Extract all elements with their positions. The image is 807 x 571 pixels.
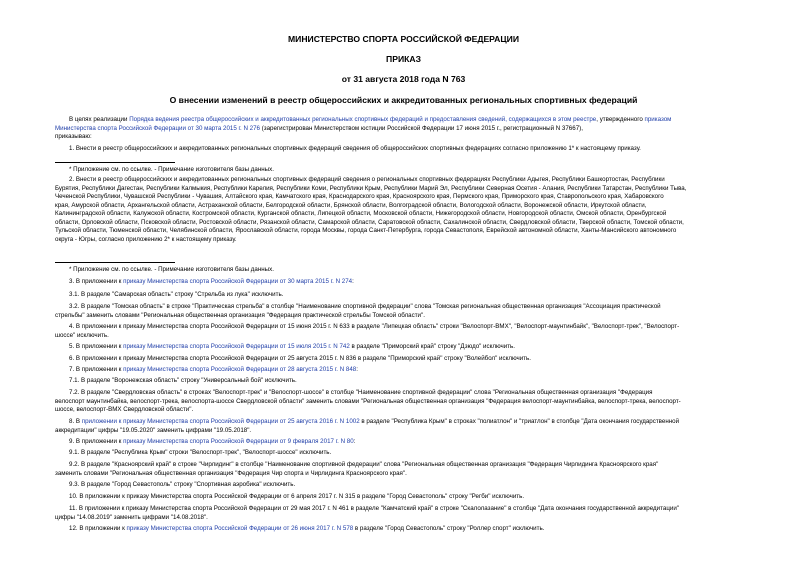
- order-1002-link[interactable]: приложении к приказу Министерства спорта Российской Федерации от 25 августа 2016 г. N 1002: [81, 418, 360, 425]
- footnote-1: * Приложение см. по ссылке. - Примечание изготовителя базы данных.: [69, 166, 274, 173]
- order-578-link[interactable]: приказу Министерства спорта Российской Федерации от 26 июня 2017 г. N 578: [126, 525, 354, 532]
- preamble-line-3: приказываю:: [55, 133, 92, 140]
- item-3-2-line-2: стрельбы" заменить словами "Региональная общественная организация "Федерация практической стрельбы Томской области".: [55, 311, 425, 319]
- item-7-2-line-2: велоспорт маунтинбайка, велоспорт-трека, велоспорта-шоссе Свердловской области" заменить словами "Региональная общественная организация "Федерация велоспорт-маунтинбайка, велоспорт-трека, велоспорт-: [55, 397, 681, 405]
- item-2-line-6: области, Орловской области, Псковской области, Ростовской области, Рязанской области, Самарской области, Саратовской области, Сахалинской области, Свердловской области, Тверской области, Томской области,: [55, 218, 684, 226]
- item-3: [55, 278, 752, 286]
- item-9-2-line-1: 9.2. В разделе "Красноярский край" в строке "Чирлидинг" в столбце "Наименование спортивной федерации" слова "Региональная общественная организация "Федерация Чирлидинга Красноярского края": [69, 461, 659, 468]
- doc-type-heading: ПРИКАЗ: [386, 54, 421, 64]
- order-276-link[interactable]: Министерства спорта Российской Федерации от 30 марта 2015 г. N 276: [55, 124, 260, 132]
- item-10: 10. В приложении к приказу Министерства спорта Российской Федерации от 6 апреля 2017 г. N 315 в разделе "Город Севастополь" строку "Регби" исключить.: [69, 493, 525, 500]
- item-text: 5. В приложении к: [69, 343, 124, 350]
- item-text: в разделе "Республика Крым" в строках "полиатлон" и "триатлон" в столбце "Дата окончания государственной: [359, 418, 680, 425]
- item-9-3: 9.3. В разделе "Город Севастополь" строку "Спортивная аэробика" исключить.: [69, 481, 296, 488]
- item-11-line-1: 11. В приложении к приказу Министерства спорта Российской Федерации от 29 мая 2017 г. N 461 в разделе "Камчатский край" в строке "Скалолазание" в столбце "Дата окончания государственной аккредитации": [69, 505, 679, 512]
- item-2-line-2: Бурятия, Республики Дагестан, Республики Калмыкия, Республики Карелия, Республики Коми, Республики Крым, Республики Марий Эл, Республики Северная Осетия - Алания, Республики Татарстан, Республики Тыва,: [55, 184, 687, 192]
- item-4-line-1: 4. В приложении к приказу Министерства спорта Российской Федерации от 15 июня 2015 г. N 633 в разделе "Липецкая область" строки "Велоспорт-ВМХ", "Велоспорт-маунтинбайк", "Велоспорт-трек", "Велоспорт-: [69, 323, 680, 330]
- preamble-text: , утвержденного: [596, 116, 645, 123]
- item-2-line-3: Чеченской Республики, Чувашской Республики - Чувашия, Алтайского края, Камчатского края, Краснодарского края, Красноярского края, Пермского края, Приморского края, Ставропольского края, Хабаровского: [55, 193, 664, 200]
- item-1: 1. Внести в реестр общероссийских и аккредитованных региональных спортивных федераций сведения об общероссийских спортивных федерациях согласно приложению 1* к настоящему приказу.: [69, 145, 641, 152]
- item-text: в разделе "Приморский край" строку "Дзюдо" исключить.: [349, 343, 515, 350]
- footnote-separator: [55, 262, 175, 263]
- item-text: 9. В приложении к: [69, 438, 124, 445]
- preamble-text: В целях реализации: [69, 116, 130, 123]
- item-7-1: 7.1. В разделе "Воронежская область" строку "Универсальный бой" исключить.: [69, 377, 297, 384]
- item-6: 6. В приложении к приказу Министерства спорта Российской Федерации от 25 августа 2015 г. N 836 в разделе "Приморский край" строку "Волейбол" исключить.: [69, 355, 531, 362]
- item-2-line-1: 2. Внести в реестр общероссийских и аккредитованных региональных спортивных федераций сведения о региональных спортивных федерациях Республики Адыгея, Республики Башкортостан, Республики: [69, 176, 665, 183]
- item-7: [55, 366, 752, 374]
- item-2-line-4: края, Амурской области, Архангельской области, Астраханской области, Белгородской области, Брянской области, Волгоградской области, Вологодской области, Воронежской области, Иркутской области,: [55, 201, 647, 209]
- item-2-line-5: Калининградской области, Калужской области, Костромской области, Курганской области, Липецкой области, Московской области, Нижегородской области, Новгородской области, Омской области, Оренбургской: [55, 210, 667, 217]
- order-848-link[interactable]: приказу Министерства спорта Российской Федерации от 28 августа 2015 г. N 848: [123, 366, 357, 373]
- document-title: О внесении изменений в реестр общероссийских и аккредитованных региональных спортивных федераций: [169, 95, 638, 105]
- order-274-link[interactable]: приказу Министерства спорта Российской Федерации от 30 марта 2015 г. N 274: [123, 278, 353, 285]
- item-7-2-line-1: 7.2. В разделе "Свердловская область" в строках "Велоспорт-трек" и "Велоспорт-шоссе" в столбце "Наименование спортивной федерации" слова "Региональная общественная организация "Федерация: [69, 389, 653, 396]
- item-4-line-2: шоссе" исключить.: [55, 331, 109, 339]
- item-2-line-7: Тульской области, Тюменской области, Челябинской области, Ярославской области, города Москвы, города Санкт-Петербурга, города Севастополя, Еврейской автономной области, Ханты-Мансийского автономного: [55, 227, 677, 234]
- order-link[interactable]: приказом: [644, 116, 672, 123]
- item-5: [55, 343, 752, 351]
- item-3-2-line-1: 3.2. В разделе "Томская область" в строке "Практическая стрельба" в столбце "Наименование спортивной федерации" слова "Томская региональная общественная организация "Ассоциация практической: [69, 303, 661, 310]
- item-text: в разделе "Город Севастополь" строку "Роллер спорт" исключить.: [353, 525, 545, 532]
- item-12: [55, 525, 752, 533]
- item-8-line-1: [55, 418, 752, 426]
- order-742-link[interactable]: приказу Министерства спорта Российской Федерации от 15 июля 2015 г. N 742: [123, 343, 350, 350]
- footnote-2: * Приложение см. по ссылке. - Примечание изготовителя базы данных.: [69, 266, 274, 273]
- item-text: 8. В: [69, 418, 82, 425]
- item-8-line-2: аккредитации" цифры "19.05.2020" заменить цифрами "19.05.2018".: [55, 426, 252, 434]
- order-80-link[interactable]: приказу Министерства спорта Российской Федерации от 9 февраля 2017 г. N 80: [123, 438, 354, 445]
- item-text: 7. В приложении к: [69, 366, 124, 373]
- item-9: [55, 438, 752, 446]
- preamble-line-2: [55, 125, 752, 133]
- item-text: 3. В приложении к: [69, 278, 124, 285]
- item-text: :: [352, 278, 354, 285]
- item-text: :: [353, 438, 356, 445]
- item-9-1: 9.1. В разделе "Республика Крым" строки "Велоспорт-трек", "Велоспорт-шоссе" исключить.: [69, 449, 332, 456]
- ministry-heading: МИНИСТЕРСТВО СПОРТА РОССИЙСКОЙ ФЕДЕРАЦИИ: [287, 34, 519, 44]
- preamble-text: (зарегистрирован Министерством юстиции Российской Федерации 17 июня 2015 г., регистрационный N 37667),: [259, 124, 583, 132]
- item-9-2-line-2: заменить словами "Региональная общественная организация "Федерация Чир спорта и Чирлидинга Красноярского края".: [55, 469, 407, 477]
- item-11-line-2: цифры "14.08.2019" заменить цифрами "14.08.2018".: [55, 513, 208, 521]
- procedure-link[interactable]: Порядка ведения реестра общероссийских и аккредитованных региональных спортивных федераций и предоставления сведений, содержащихся в этом реестре: [129, 116, 597, 123]
- item-2-line-8: округа - Югры, согласно приложению 2* к настоящему приказу.: [55, 235, 237, 243]
- date-number-heading: от 31 августа 2018 года N 763: [341, 74, 466, 84]
- item-text: 12. В приложении к: [69, 525, 127, 532]
- item-3-1: 3.1. В разделе "Самарская область" строку "Стрельба из лука" исключить.: [69, 291, 284, 298]
- item-text: :: [356, 366, 358, 373]
- item-7-2-line-3: шоссе, велоспорт-ВМХ Свердловской области".: [55, 406, 194, 413]
- preamble-line-1: [55, 116, 752, 124]
- footnote-separator: [55, 162, 175, 163]
